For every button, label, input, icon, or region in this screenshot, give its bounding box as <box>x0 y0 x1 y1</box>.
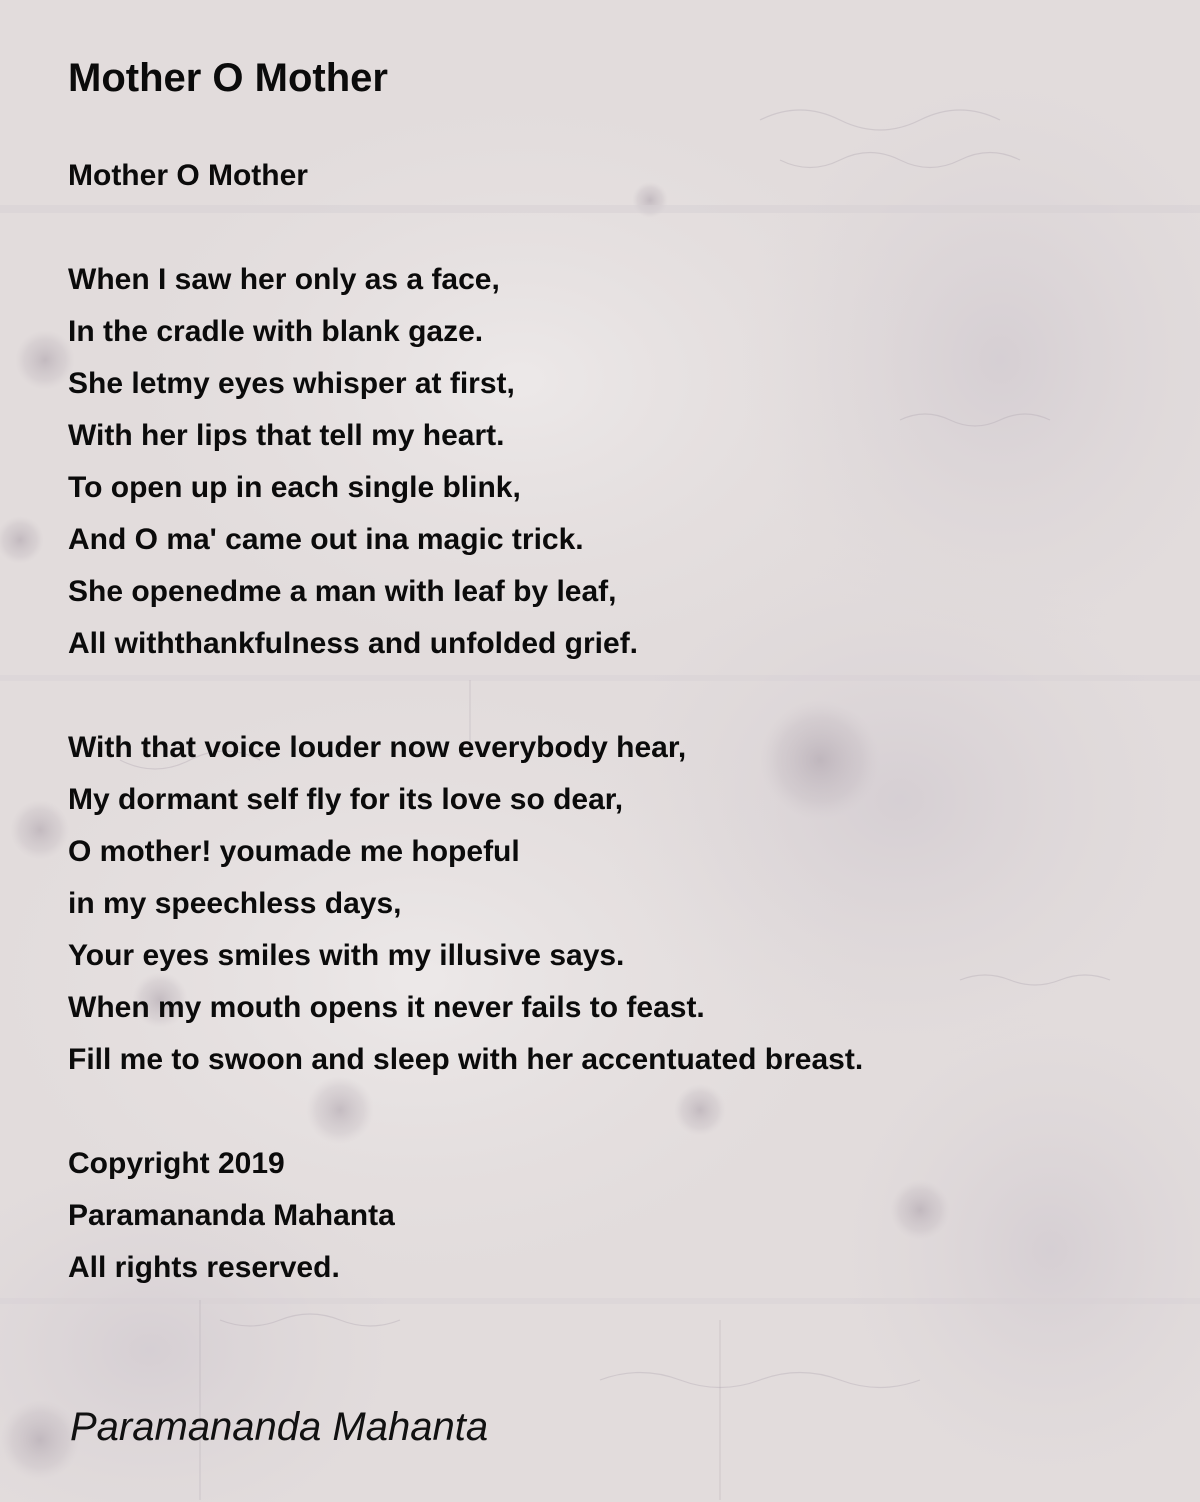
poem-line: And O ma' came out ina magic trick. <box>68 523 584 556</box>
poem-line: Copyright 2019 <box>68 1147 285 1180</box>
poem-line: When my mouth opens it never fails to feast. <box>68 991 705 1024</box>
poem-line: All rights reserved. <box>68 1251 340 1284</box>
page-title: Mother O Mother <box>68 56 388 100</box>
poem-line: To open up in each single blink, <box>68 471 521 504</box>
stanza-break <box>68 1086 863 1138</box>
poem-line: With her lips that tell my heart. <box>68 419 505 452</box>
poem-line: She openedme a man with leaf by leaf, <box>68 575 617 608</box>
poem-line: Fill me to swoon and sleep with her accentuated breast. <box>68 1043 864 1076</box>
poem-line: in my speechless days, <box>68 887 402 920</box>
poem-line: Paramananda Mahanta <box>68 1199 395 1232</box>
poem-line: In the cradle with blank gaze. <box>68 315 484 348</box>
poem-line: Your eyes smiles with my illusive says. <box>68 939 625 972</box>
poem-line: She letmy eyes whisper at first, <box>68 367 515 400</box>
poem-line: With that voice louder now everybody hear, <box>68 731 687 764</box>
poem-line: Mother O Mother <box>68 159 308 192</box>
author-signature: Paramananda Mahanta <box>70 1405 489 1449</box>
poem-line: My dormant self fly for its love so dear, <box>68 783 624 816</box>
poem-line: All withthankfulness and unfolded grief. <box>68 627 639 660</box>
poem-body <box>68 150 863 1294</box>
stanza-break <box>68 202 863 254</box>
poem-line: When I saw her only as a face, <box>68 263 500 296</box>
stanza-break <box>68 670 863 722</box>
poem-line: O mother! youmade me hopeful <box>68 835 520 868</box>
